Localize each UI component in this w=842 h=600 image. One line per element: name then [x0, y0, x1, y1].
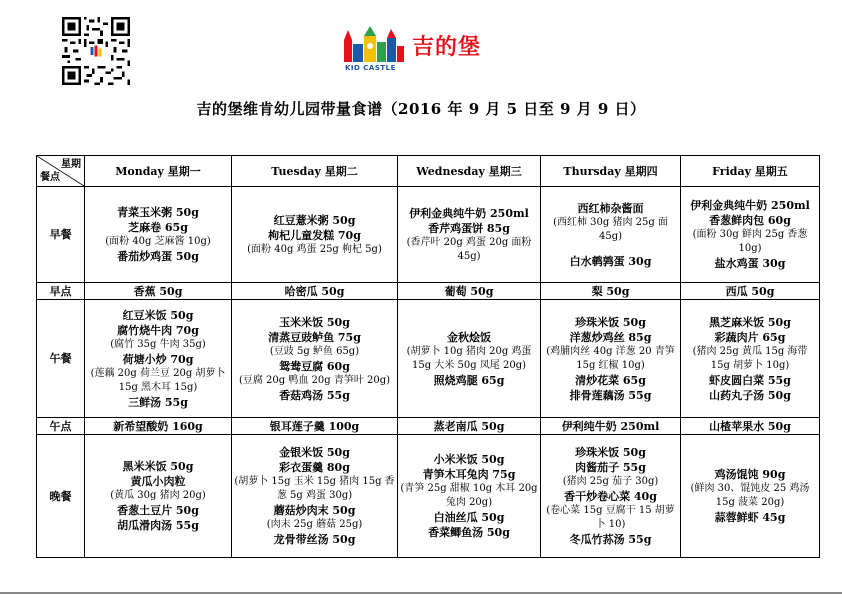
- dish-item: 金秋烩饭: [447, 330, 491, 344]
- menu-cell: [232, 300, 398, 418]
- menu-cell: [398, 283, 541, 300]
- dish-item: 珍珠米饭 50g: [575, 446, 646, 459]
- menu-cell: [541, 283, 681, 300]
- menu-cell: [681, 300, 820, 418]
- menu-cell: [681, 435, 820, 558]
- ingredient-note: (猪肉 25g 茄子 30g): [562, 476, 659, 487]
- dish-item: 香葱土豆片 50g: [117, 504, 199, 517]
- menu-cell: [541, 435, 681, 558]
- dish-item: 白水鹌鹑蛋 30g: [569, 254, 652, 268]
- dish-item: 彩蔬肉片 65g: [714, 330, 786, 344]
- dish-item: 西红柿杂酱面: [577, 201, 644, 215]
- dish-item: 玉米米饭 50g: [279, 315, 350, 329]
- corner-label-meal: 餐点: [40, 172, 60, 183]
- ingredient-note: (肉末 25g 蘑菇 25g): [266, 519, 363, 530]
- ingredient-note: (面粉 40g 芝麻酱 10g): [105, 236, 211, 247]
- dish-item: 鸳鸯豆腐 60g: [279, 359, 350, 373]
- dish-item: 伊利纯牛奶 250ml: [561, 419, 660, 433]
- dish-item: 伊利金典纯牛奶 250ml: [409, 206, 529, 220]
- dish-item: 黄瓜小肉粒: [130, 475, 186, 488]
- menu-cell: [85, 283, 232, 300]
- menu-cell: [85, 300, 232, 418]
- ingredient-note: (豆豉 5g 鲈鱼 65g): [269, 345, 360, 357]
- dish-item: 小米米饭 50g: [433, 453, 505, 466]
- dish-item: 香菇鸡汤 55g: [279, 388, 350, 402]
- dish-item: 哈密瓜 50g: [284, 284, 345, 298]
- dish-item: 黑芝麻米饭 50g: [709, 315, 791, 329]
- dish-item: 红豆米饭 50g: [122, 308, 194, 322]
- dish-item: 西瓜 50g: [725, 284, 775, 298]
- menu-cell: [85, 187, 232, 283]
- meal-row: [37, 300, 820, 418]
- meal-row: [37, 435, 820, 558]
- dish-item: 冬瓜竹荪汤 55g: [569, 533, 652, 546]
- meal-label: 午餐: [37, 300, 85, 418]
- dish-item: 香干炒卷心菜 40g: [564, 490, 657, 503]
- menu-cell: [232, 283, 398, 300]
- ingredient-note: (腐竹 35g 牛肉 35g): [110, 338, 206, 350]
- page-title: 吉的堡维肯幼儿园带量食谱（2016 年 9 月 5 日至 9 月 9 日）: [196, 100, 646, 118]
- ingredient-note: (面粉 40g 鸡蛋 25g 枸杞 5g): [247, 243, 382, 255]
- dish-item: 芝麻卷 65g: [128, 221, 188, 234]
- menu-cell: [398, 435, 541, 558]
- dish-item: 腐竹烧牛肉 70g: [117, 323, 199, 337]
- menu-cell: [398, 300, 541, 418]
- menu-cell: [232, 418, 398, 435]
- dish-item: 香蕉 50g: [133, 284, 183, 298]
- header-row: [37, 156, 820, 187]
- dish-item: 珍珠米饭 50g: [575, 315, 646, 329]
- qr-code: [62, 17, 130, 85]
- dish-item: 三鲜汤 55g: [128, 395, 188, 409]
- dish-item: 青菜玉米粥 50g: [117, 206, 199, 219]
- menu-cell: [541, 418, 681, 435]
- corner-label-weekday: 星期: [61, 159, 81, 170]
- menu-cell: [398, 418, 541, 435]
- ingredient-note: (鸡脯肉丝 40g 洋葱 20 青笋 15g 红椒 10g): [546, 345, 675, 371]
- meal-row: [37, 283, 820, 300]
- dish-item: 肉酱茄子 55g: [575, 461, 646, 474]
- dish-item: 排骨莲藕汤 55g: [569, 388, 652, 402]
- dish-item: 虾皮圆白菜 55g: [709, 373, 791, 387]
- dish-item: 龙骨带丝汤 50g: [273, 533, 356, 546]
- dish-item: 香菜鲫鱼汤 50g: [428, 526, 510, 539]
- menu-cell: [232, 435, 398, 558]
- ingredient-note: (香芹叶 20g 鸡蛋 20g 面粉 45g): [406, 236, 532, 262]
- menu-cell: [541, 187, 681, 283]
- meal-row: [37, 187, 820, 283]
- dish-item: 黑米米饭 50g: [122, 460, 194, 473]
- ingredient-note: (莲藕 20g 荷兰豆 20g 胡萝卜 15g 黑木耳 15g): [90, 367, 226, 393]
- dish-item: 新希望酸奶 160g: [113, 419, 203, 433]
- dish-item: 番茄炒鸡蛋 50g: [117, 250, 199, 263]
- dish-item: 清蒸豆豉鲈鱼 75g: [268, 330, 361, 344]
- dish-item: 清炒花菜 65g: [575, 373, 646, 387]
- ingredient-note: (面粉 30g 鲜肉 25g 香葱 10g): [692, 229, 808, 254]
- dish-item: 香葱鲜肉包 60g: [709, 214, 791, 227]
- menu-table: [36, 155, 820, 558]
- dish-item: 青笋木耳兔肉 75g: [422, 468, 516, 481]
- day-header: Tuesday 星期二: [232, 156, 398, 187]
- ingredient-note: (鲜肉 30、馄饨皮 25 鸡汤 15g 菠菜 20g): [690, 483, 810, 508]
- dish-item: 伊利金典纯牛奶 250ml: [690, 199, 810, 212]
- menu-cell: [681, 418, 820, 435]
- dish-item: 山楂苹果水 50g: [709, 419, 791, 433]
- dish-item: 蒜蓉鲜虾 45g: [714, 511, 786, 524]
- dish-item: 盐水鸡蛋 30g: [714, 257, 786, 270]
- meal-label: 午点: [37, 418, 85, 435]
- dish-item: 金银米饭 50g: [279, 446, 350, 459]
- dish-item: 照烧鸡腿 65g: [433, 373, 505, 387]
- meal-label: 早点: [37, 283, 85, 300]
- menu-cell: [398, 187, 541, 283]
- menu-cell: [85, 418, 232, 435]
- menu-cell: [85, 435, 232, 558]
- corner-cell: [37, 156, 85, 187]
- dish-item: 红豆薏米粥 50g: [273, 213, 356, 227]
- meal-label: 晚餐: [37, 435, 85, 558]
- dish-item: 彩衣蛋羹 80g: [279, 461, 350, 474]
- dish-item: 银耳莲子羹 100g: [269, 419, 360, 433]
- dish-item: 蒸老南瓜 50g: [433, 419, 505, 433]
- dish-item: 洋葱炒鸡丝 85g: [569, 330, 652, 344]
- ingredient-note: (豆腐 20g 鸭血 20g 青笋叶 20g): [238, 374, 391, 386]
- day-header: Thursday 星期四: [541, 156, 681, 187]
- meal-row: [37, 418, 820, 435]
- dish-item: 山药丸子汤 50g: [709, 388, 791, 402]
- dish-item: 胡瓜滑肉汤 55g: [117, 519, 199, 532]
- menu-cell: [232, 187, 398, 283]
- ingredient-note: (黄瓜 30g 猪肉 20g): [110, 490, 206, 501]
- dish-item: 葡萄 50g: [444, 284, 494, 298]
- spacer: [543, 244, 678, 254]
- day-header: Wednesday 星期三: [398, 156, 541, 187]
- ingredient-note: (卷心菜 15g 豆腐干 15 胡萝卜 10): [546, 505, 675, 530]
- dish-item: 梨 50g: [591, 284, 630, 298]
- brand-name-en: KID CASTLE: [345, 64, 396, 72]
- ingredient-note: (西红柿 30g 猪肉 25g 面 45g): [553, 216, 668, 242]
- menu-cell: [681, 283, 820, 300]
- day-header: Friday 星期五: [681, 156, 820, 187]
- menu-cell: [681, 187, 820, 283]
- dish-item: 香芹鸡蛋饼 85g: [428, 221, 510, 235]
- dish-item: 枸杞儿童发糕 70g: [268, 228, 361, 242]
- brand-name-cn: 吉的堡: [412, 35, 482, 60]
- menu-cell: [541, 300, 681, 418]
- ingredient-note: (胡萝卜 10g 猪肉 20g 鸡蛋 15g 大米 50g 凤尾 20g): [406, 345, 532, 371]
- ingredient-note: (青笋 25g 甜椒 10g 木耳 20g 兔肉 20g): [400, 483, 538, 508]
- dish-item: 白油丝瓜 50g: [433, 511, 505, 524]
- dish-item: 鸡汤馄饨 90g: [714, 468, 786, 481]
- ingredient-note: (猪肉 25g 黄瓜 15g 海带 15g 胡萝卜 10g): [692, 345, 808, 371]
- meal-label: 早餐: [37, 187, 85, 283]
- ingredient-note: (胡萝卜 15g 玉米 15g 猪肉 15g 香葱 5g 鸡蛋 30g): [234, 476, 395, 501]
- day-header: Monday 星期一: [85, 156, 232, 187]
- bottom-divider: [0, 592, 842, 594]
- dish-item: 蘑菇炒肉末 50g: [273, 504, 356, 517]
- dish-item: 荷塘小炒 70g: [122, 352, 194, 366]
